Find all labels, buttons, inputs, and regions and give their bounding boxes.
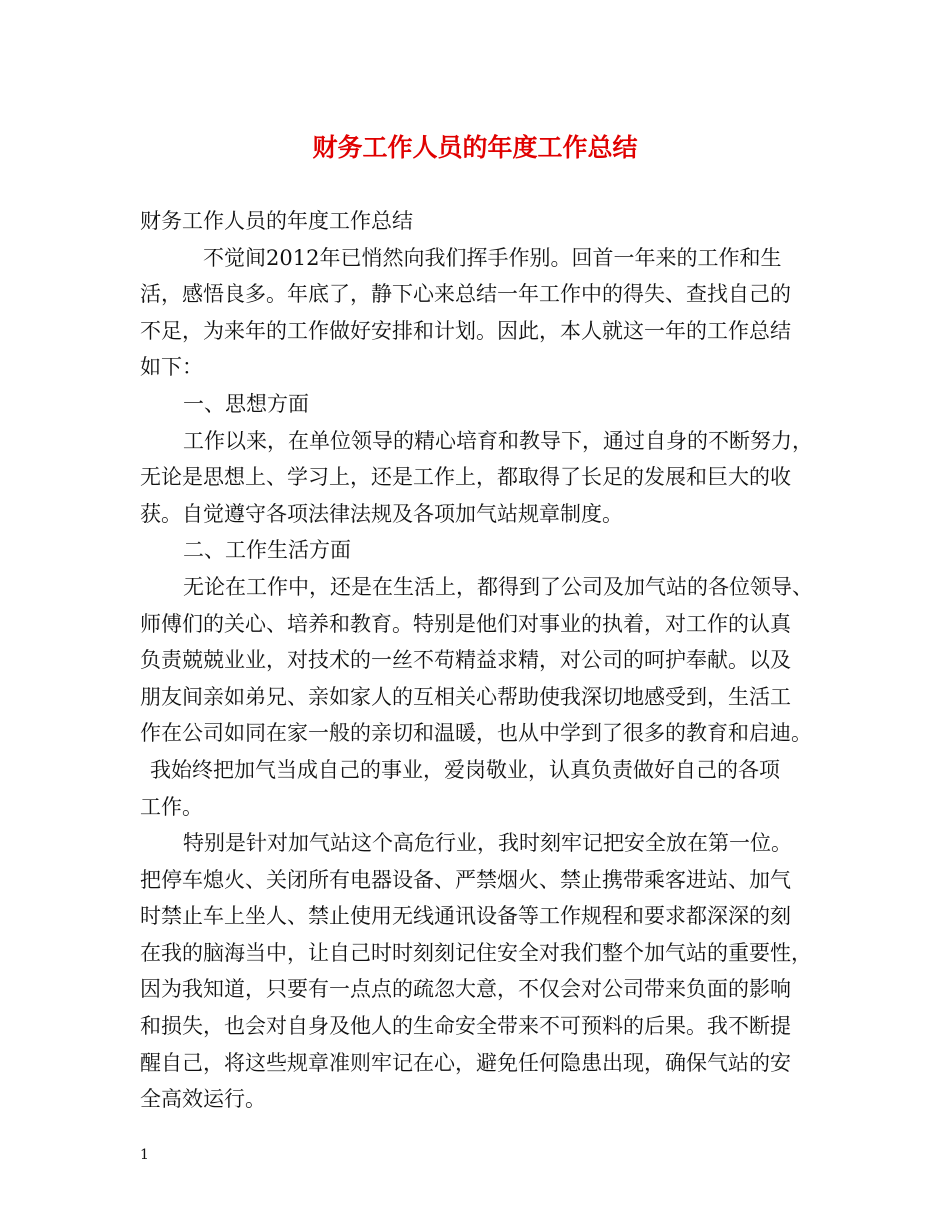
body-line: 活，感悟良多。年底了，静下心来总结一年工作中的得失、查找自己的: [140, 282, 791, 307]
body-line: 作在公司如同在家一般的亲切和温暖，也从中学到了很多的教育和启迪。: [140, 721, 812, 746]
page-number: 1: [140, 1147, 149, 1163]
body-line: 时禁止车上坐人、禁止使用无线通讯设备等工作规程和要求都深深的刻: [140, 904, 791, 929]
body-line: 不足，为来年的工作做好安排和计划。因此，本人就这一年的工作总结: [140, 318, 791, 343]
body-line: 特别是针对加气站这个高危行业，我时刻牢记把安全放在第一位。: [183, 831, 792, 856]
body-line: 如下：: [140, 355, 203, 380]
body-line: 获。自觉遵守各项法律法规及各项加气站规章制度。: [140, 501, 623, 526]
body-line: 工作以来，在单位领导的精心培育和教导下，通过自身的不断努力，: [183, 428, 813, 453]
body-line: 一、思想方面: [183, 391, 309, 416]
body-line: 负责兢兢业业，对技术的一丝不苟精益求精，对公司的呵护奉献。以及: [140, 648, 791, 673]
body-line: 无论在工作中，还是在生活上，都得到了公司及加气站的各位领导、: [183, 574, 813, 599]
body-line: 师傅们的关心、培养和教育。特别是他们对事业的执着，对工作的认真: [140, 611, 791, 636]
body-line: 因为我知道，只要有一点点的疏忽大意，不仅会对公司带来负面的影响: [140, 977, 791, 1002]
body-line: 在我的脑海当中，让自己时时刻刻记住安全对我们整个加气站的重要性，: [140, 940, 812, 965]
document-title: 财务工作人员的年度工作总结: [312, 133, 638, 162]
body-line: 把停车熄火、关闭所有电器设备、严禁烟火、禁止携带乘客进站、加气: [140, 867, 791, 892]
body-line: 二、工作生活方面: [183, 538, 351, 563]
body-line: 工作。: [140, 794, 203, 819]
body-line: 无论是思想上、学习上，还是工作上，都取得了长足的发展和巨大的收: [140, 465, 791, 490]
body-line: 我始终把加气当成自己的事业，爱岗敬业，认真负责做好自己的各项: [150, 757, 780, 782]
body-line: 不觉间2012年已悄然向我们挥手作别。回首一年来的工作和生: [203, 245, 782, 270]
body-line: 和损失，也会对自身及他人的生命安全带来不可预料的后果。我不断提: [140, 1014, 791, 1039]
body-line: 财务工作人员的年度工作总结: [140, 209, 413, 233]
body-line: 全高效运行。: [140, 1087, 266, 1112]
body-line: 醒自己，将这些规章准则牢记在心，避免任何隐患出现，确保气站的安: [140, 1050, 791, 1075]
body-line: 朋友间亲如弟兄、亲如家人的互相关心帮助使我深切地感受到，生活工: [140, 684, 791, 709]
document-body: [140, 203, 820, 1118]
